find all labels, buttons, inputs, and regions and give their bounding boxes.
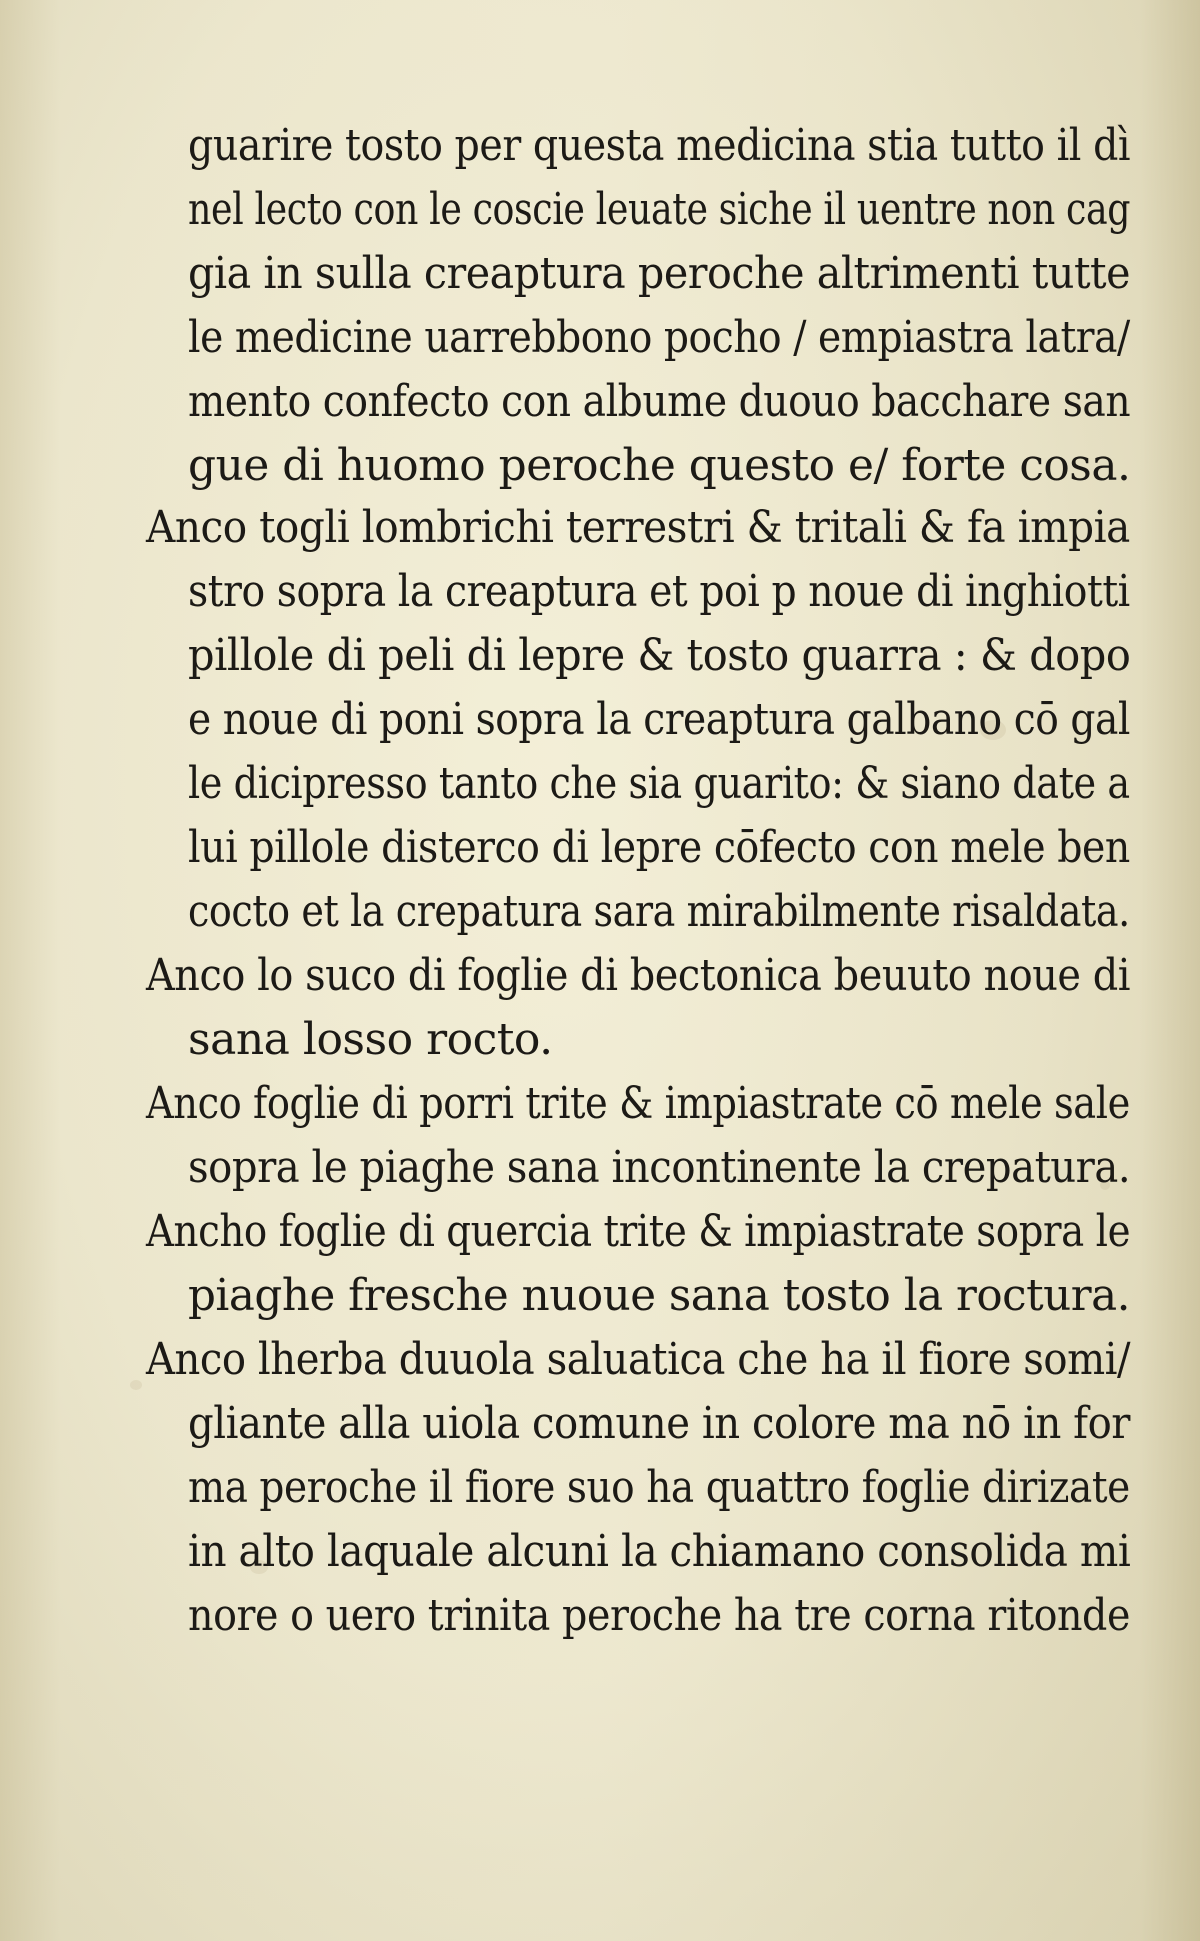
text-line: piaghe fresche nuoue sana tosto la roctura. <box>188 1270 1131 1321</box>
paragraph-first-line: Anco lo suco di foglie di bectonica beuuto noue di <box>146 950 1131 1001</box>
text-line: cocto et la crepatura sara mirabilmente risaldata. <box>188 886 1130 937</box>
paragraph-first-line: Ancho foglie di quercia trite & impiastrate sopra le <box>146 1206 1131 1257</box>
text-line: in alto laquale alcuni la chiamano consolida mi <box>188 1526 1131 1577</box>
text-line: mento confecto con albume duouo bacchare san <box>188 376 1131 427</box>
text-line: gliante alla uiola comune in colore ma nō in for <box>188 1398 1131 1449</box>
text-line: pillole di peli di lepre & tosto guarra : & dopo <box>188 630 1131 681</box>
text-line: ma peroche il fiore suo ha quattro foglie dirizate <box>188 1462 1130 1513</box>
text-line: guarire tosto per questa medicina stia tutto il dì <box>188 120 1131 171</box>
text-line: le dicipresso tanto che sia guarito: & siano date a <box>188 758 1130 809</box>
text-line: stro sopra la creaptura et poi p noue di inghiotti <box>188 566 1130 617</box>
text-line: nel lecto con le coscie leuate siche il uentre non cag <box>188 184 1131 235</box>
text-line: lui pillole disterco di lepre cōfecto con mele ben <box>188 822 1130 873</box>
text-line: le medicine uarrebbono pocho / empiastra latra/ <box>188 312 1130 363</box>
paragraph-first-line: Anco lherba duuola saluatica che ha il fiore somi/ <box>146 1334 1131 1385</box>
text-line: e noue di poni sopra la creaptura galbano cō gal <box>188 694 1130 745</box>
text-line: nore o uero trinita peroche ha tre corna ritonde <box>188 1590 1130 1641</box>
text-line: gue di huomo peroche questo e/ forte cosa. <box>188 440 1131 491</box>
text-line: sana losso rocto. <box>188 1014 553 1065</box>
text-line: sopra le piaghe sana incontinente la crepatura. <box>188 1142 1131 1193</box>
paragraph-first-line: Anco togli lombrichi terrestri & tritali & fa impia <box>146 502 1130 553</box>
text-line: gia in sulla creaptura peroche altrimenti tutte <box>188 248 1131 299</box>
paragraph-first-line: Anco foglie di porri trite & impiastrate cō mele sale <box>146 1078 1130 1129</box>
